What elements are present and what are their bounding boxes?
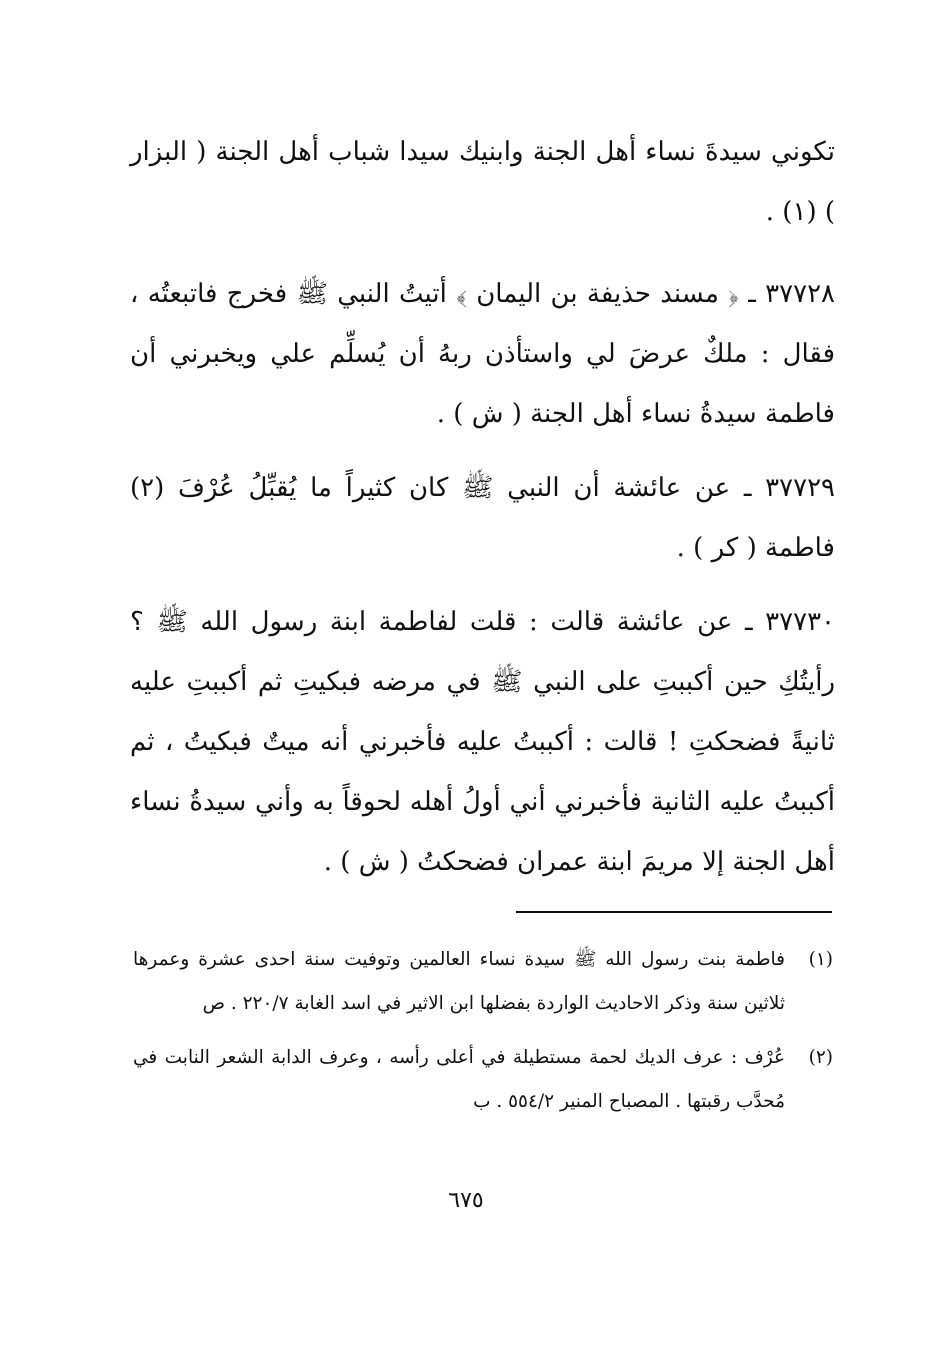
- footnotes: [133, 938, 833, 1124]
- continuation-paragraph: تكوني سيدةَ نساء أهل الجنة وابنيك سيدا شباب أهل الجنة ( البزار ) (١) .: [130, 137, 835, 227]
- main-text: [130, 122, 835, 906]
- hadith-37729: ٣٧٧٢٩ ـ عن عائشة أن النبي ﷺ كان كثيراً ما يُقبِّلُ عُرْفَ (٢) فاطمة ( كر ) .: [130, 473, 835, 563]
- page-number: ٦٧٥: [448, 1188, 484, 1213]
- hadith-37730: ٣٧٧٣٠ ـ عن عائشة قالت : قلت لفاطمة ابنة رسول الله ﷺ ؟ رأيتُكِ حين أكببتِ على النبي ﷺ في مرضه فبكيتِ ثم أكببتِ عليه ثانيةً فضحكتِ ! قالت : أكببتُ عليه فأخبرني أنه ميتٌ فبكيتُ ، ثم أكببتُ عليه الثانية فأخبرني أني أولُ أهله لحوقاً به وأني سيدةُ نساء أهل الجنة إلا مريمَ ابنة عمران فضحكتُ ( ش ) .: [130, 607, 835, 877]
- hadith-37728: ٣٧٧٢٨ ـ ﴿ مسند حذيفة بن اليمان ﴾ أتيتُ النبي ﷺ فخرج فاتبعتُه ، فقال : ملكٌ عرضَ لي واستأذن ربهُ أن يُسلِّم علي ويخبرني أن فاطمة سيدةُ نساء أهل الجنة ( ش ) .: [130, 279, 835, 429]
- footnote-1: [133, 938, 833, 1026]
- footnote-text: عُرْف : عرف الديك لحمة مستطيلة في أعلى رأسه ، وعرف الدابة الشعر النابت في مُحدَّب رقبتها . المصباح المنير ٥٥٤/٢ . ب: [133, 1047, 785, 1112]
- footnote-number: (٢): [808, 1047, 833, 1068]
- footnote-2: [133, 1036, 833, 1124]
- footnote-number: (١): [808, 949, 833, 970]
- footnote-divider: [516, 911, 832, 913]
- footnote-text: فاطمة بنت رسول الله ﷺ سيدة نساء العالمين وتوفيت سنة احدى عشرة وعمرها ثلاثين سنة وذكر الاحاديث الواردة بفضلها ابن الاثير في اسد الغابة ٢٢٠/٧ . ص: [133, 949, 785, 1014]
